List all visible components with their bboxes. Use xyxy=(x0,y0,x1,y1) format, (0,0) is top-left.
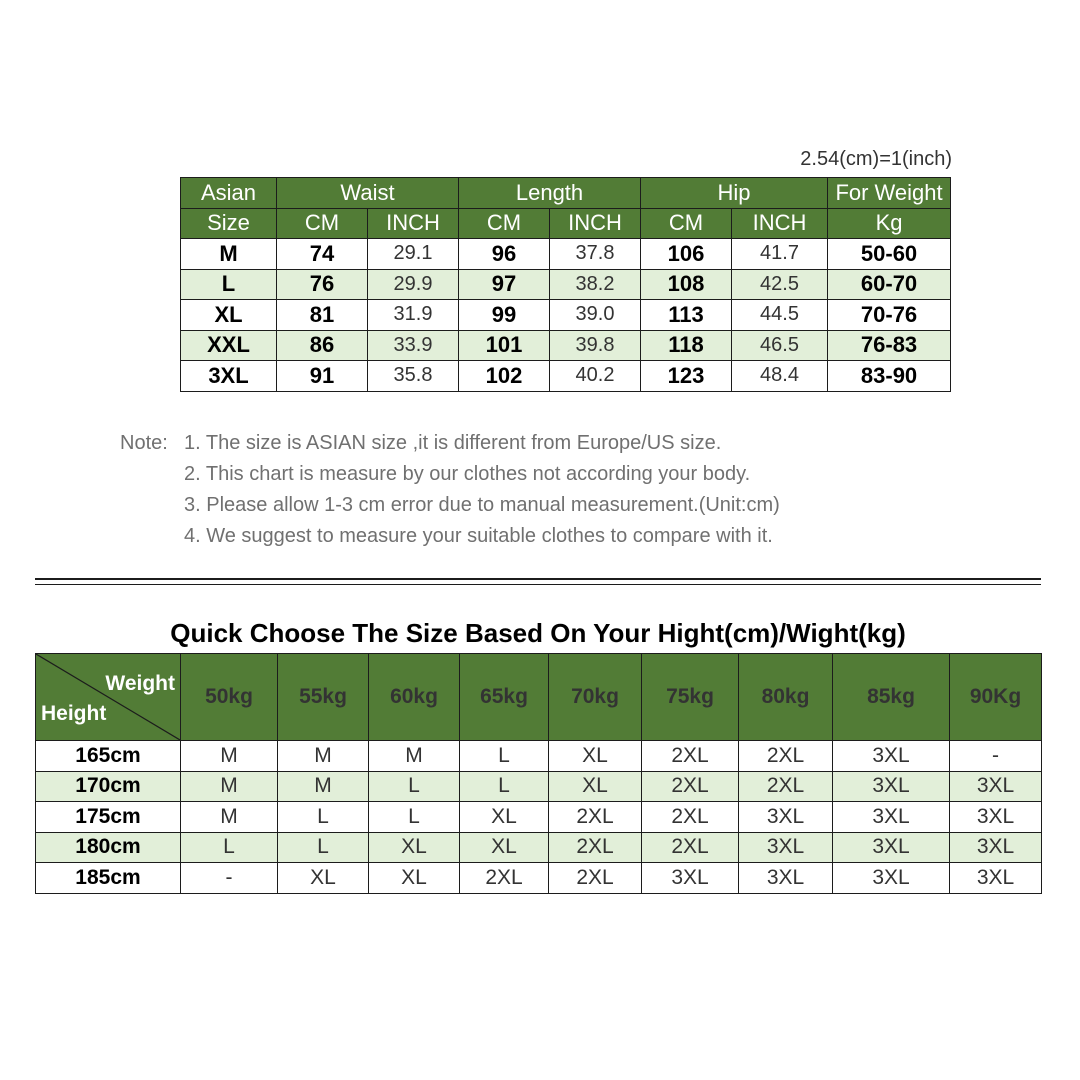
note-row xyxy=(120,428,780,459)
length-cm-cell: 97 xyxy=(459,269,550,300)
quick-table-header-row xyxy=(36,654,1042,741)
size-recommendation-cell: 3XL xyxy=(833,832,950,863)
size-recommendation-cell: 3XL xyxy=(833,771,950,802)
size-recommendation-cell: XL xyxy=(460,832,549,863)
hip-cm-cell: 123 xyxy=(641,361,732,392)
size-table-header-row-1 xyxy=(181,178,951,209)
height-row xyxy=(36,771,1042,802)
note-item: 1. The size is ASIAN size ,it is different from Europe/US size. xyxy=(184,432,722,454)
size-row xyxy=(181,300,951,331)
corner-weight-label: Weight xyxy=(105,672,175,695)
weight-column-header: 90Kg xyxy=(950,654,1042,741)
note-row xyxy=(120,459,780,490)
weight-range-cell: 83-90 xyxy=(828,361,951,392)
waist-cm-header: CM xyxy=(277,208,368,239)
note-indent xyxy=(120,521,184,552)
size-recommendation-cell: 2XL xyxy=(549,832,642,863)
corner-diagonal xyxy=(36,654,180,740)
size-subheader: Size xyxy=(181,208,277,239)
kg-header: Kg xyxy=(828,208,951,239)
note-row xyxy=(120,490,780,521)
waist-inch-cell: 29.1 xyxy=(368,239,459,270)
waist-cm-cell: 81 xyxy=(277,300,368,331)
height-label-cell: 175cm xyxy=(36,802,181,833)
size-recommendation-cell: 3XL xyxy=(739,832,833,863)
hip-cm-cell: 113 xyxy=(641,300,732,331)
size-recommendation-cell: - xyxy=(181,863,278,894)
size-table xyxy=(180,177,951,392)
size-recommendation-cell: L xyxy=(460,741,549,772)
size-recommendation-cell: 3XL xyxy=(950,771,1042,802)
size-recommendation-cell: M xyxy=(181,741,278,772)
size-cell: M xyxy=(181,239,277,270)
size-recommendation-cell: XL xyxy=(369,832,460,863)
asian-size-header: Asian xyxy=(181,178,277,209)
hip-cm-cell: 106 xyxy=(641,239,732,270)
waist-inch-cell: 33.9 xyxy=(368,330,459,361)
note-indent xyxy=(120,490,184,521)
weight-column-header: 60kg xyxy=(369,654,460,741)
quick-choose-title: Quick Choose The Size Based On Your Hight(cm)/Wight(kg) xyxy=(170,618,906,648)
size-recommendation-cell: XL xyxy=(549,741,642,772)
size-row xyxy=(181,361,951,392)
hip-inch-cell: 41.7 xyxy=(732,239,828,270)
size-cell: L xyxy=(181,269,277,300)
hip-inch-header: INCH xyxy=(732,208,828,239)
size-recommendation-cell: L xyxy=(369,802,460,833)
waist-inch-header: INCH xyxy=(368,208,459,239)
size-recommendation-cell: 2XL xyxy=(549,802,642,833)
size-recommendation-cell: L xyxy=(181,832,278,863)
size-recommendation-cell: 3XL xyxy=(950,802,1042,833)
weight-column-header: 75kg xyxy=(642,654,739,741)
height-label-cell: 170cm xyxy=(36,771,181,802)
size-recommendation-cell: L xyxy=(369,771,460,802)
height-label-cell: 185cm xyxy=(36,863,181,894)
weight-range-cell: 76-83 xyxy=(828,330,951,361)
length-inch-cell: 37.8 xyxy=(550,239,641,270)
length-header: Length xyxy=(459,178,641,209)
height-label-cell: 180cm xyxy=(36,832,181,863)
waist-inch-cell: 31.9 xyxy=(368,300,459,331)
hip-cm-header: CM xyxy=(641,208,732,239)
size-cell: XL xyxy=(181,300,277,331)
weight-column-header: 50kg xyxy=(181,654,278,741)
size-table-header-row-2 xyxy=(181,208,951,239)
size-recommendation-cell: XL xyxy=(369,863,460,894)
weight-range-cell: 70-76 xyxy=(828,300,951,331)
hip-inch-cell: 44.5 xyxy=(732,300,828,331)
weight-column-header: 85kg xyxy=(833,654,950,741)
section-divider xyxy=(35,578,1041,585)
notes xyxy=(120,428,780,552)
weight-height-corner xyxy=(36,654,181,741)
size-recommendation-cell: L xyxy=(278,802,369,833)
size-recommendation-cell: 3XL xyxy=(739,802,833,833)
note-item: 3. Please allow 1-3 cm error due to manual measurement.(Unit:cm) xyxy=(184,494,780,516)
weight-column-header: 65kg xyxy=(460,654,549,741)
size-recommendation-cell: L xyxy=(278,832,369,863)
weight-column-header: 55kg xyxy=(278,654,369,741)
size-recommendation-cell: 3XL xyxy=(833,802,950,833)
length-cm-cell: 102 xyxy=(459,361,550,392)
size-recommendation-cell: M xyxy=(181,771,278,802)
size-recommendation-cell: XL xyxy=(460,802,549,833)
height-row xyxy=(36,832,1042,863)
length-inch-cell: 39.0 xyxy=(550,300,641,331)
length-inch-cell: 38.2 xyxy=(550,269,641,300)
size-recommendation-cell: 2XL xyxy=(739,741,833,772)
weight-range-cell: 60-70 xyxy=(828,269,951,300)
size-recommendation-cell: 3XL xyxy=(833,863,950,894)
size-recommendation-cell: M xyxy=(278,771,369,802)
size-recommendation-cell: XL xyxy=(278,863,369,894)
note-item: 2. This chart is measure by our clothes not according your body. xyxy=(184,463,751,485)
size-recommendation-cell: 2XL xyxy=(460,863,549,894)
size-cell: XXL xyxy=(181,330,277,361)
size-recommendation-cell: M xyxy=(369,741,460,772)
note-indent xyxy=(120,459,184,490)
hip-inch-cell: 42.5 xyxy=(732,269,828,300)
size-recommendation-cell: - xyxy=(950,741,1042,772)
size-row xyxy=(181,269,951,300)
length-cm-cell: 101 xyxy=(459,330,550,361)
size-recommendation-cell: L xyxy=(460,771,549,802)
note-label: Note: xyxy=(120,432,168,454)
length-cm-cell: 99 xyxy=(459,300,550,331)
height-row xyxy=(36,863,1042,894)
height-row xyxy=(36,741,1042,772)
for-weight-header: For Weight xyxy=(828,178,951,209)
quick-table-body xyxy=(36,741,1042,894)
waist-inch-cell: 29.9 xyxy=(368,269,459,300)
height-label-cell: 165cm xyxy=(36,741,181,772)
waist-cm-cell: 86 xyxy=(277,330,368,361)
height-row xyxy=(36,802,1042,833)
hip-header: Hip xyxy=(641,178,828,209)
corner-height-label: Height xyxy=(41,702,107,725)
hip-cm-cell: 118 xyxy=(641,330,732,361)
size-recommendation-cell: 2XL xyxy=(642,802,739,833)
size-table-body xyxy=(181,239,951,392)
length-inch-cell: 40.2 xyxy=(550,361,641,392)
note-item: 4. We suggest to measure your suitable clothes to compare with it. xyxy=(184,525,773,547)
length-inch-header: INCH xyxy=(550,208,641,239)
size-recommendation-cell: 2XL xyxy=(739,771,833,802)
size-recommendation-cell: 2XL xyxy=(642,832,739,863)
size-recommendation-cell: 3XL xyxy=(642,863,739,894)
waist-cm-cell: 74 xyxy=(277,239,368,270)
size-cell: 3XL xyxy=(181,361,277,392)
size-row xyxy=(181,239,951,270)
size-row xyxy=(181,330,951,361)
quick-choose-table xyxy=(35,653,1042,894)
size-recommendation-cell: M xyxy=(181,802,278,833)
note-row xyxy=(120,521,780,552)
weight-column-header: 80kg xyxy=(739,654,833,741)
length-cm-cell: 96 xyxy=(459,239,550,270)
size-recommendation-cell: 2XL xyxy=(549,863,642,894)
size-recommendation-cell: 3XL xyxy=(739,863,833,894)
size-recommendation-cell: XL xyxy=(549,771,642,802)
size-recommendation-cell: M xyxy=(278,741,369,772)
hip-inch-cell: 46.5 xyxy=(732,330,828,361)
size-recommendation-cell: 2XL xyxy=(642,771,739,802)
size-recommendation-cell: 3XL xyxy=(950,832,1042,863)
weight-range-cell: 50-60 xyxy=(828,239,951,270)
waist-cm-cell: 91 xyxy=(277,361,368,392)
hip-cm-cell: 108 xyxy=(641,269,732,300)
waist-cm-cell: 76 xyxy=(277,269,368,300)
weight-column-header: 70kg xyxy=(549,654,642,741)
conversion-note: 2.54(cm)=1(inch) xyxy=(800,148,952,170)
length-cm-header: CM xyxy=(459,208,550,239)
waist-inch-cell: 35.8 xyxy=(368,361,459,392)
size-recommendation-cell: 3XL xyxy=(833,741,950,772)
hip-inch-cell: 48.4 xyxy=(732,361,828,392)
size-recommendation-cell: 3XL xyxy=(950,863,1042,894)
size-recommendation-cell: 2XL xyxy=(642,741,739,772)
waist-header: Waist xyxy=(277,178,459,209)
length-inch-cell: 39.8 xyxy=(550,330,641,361)
